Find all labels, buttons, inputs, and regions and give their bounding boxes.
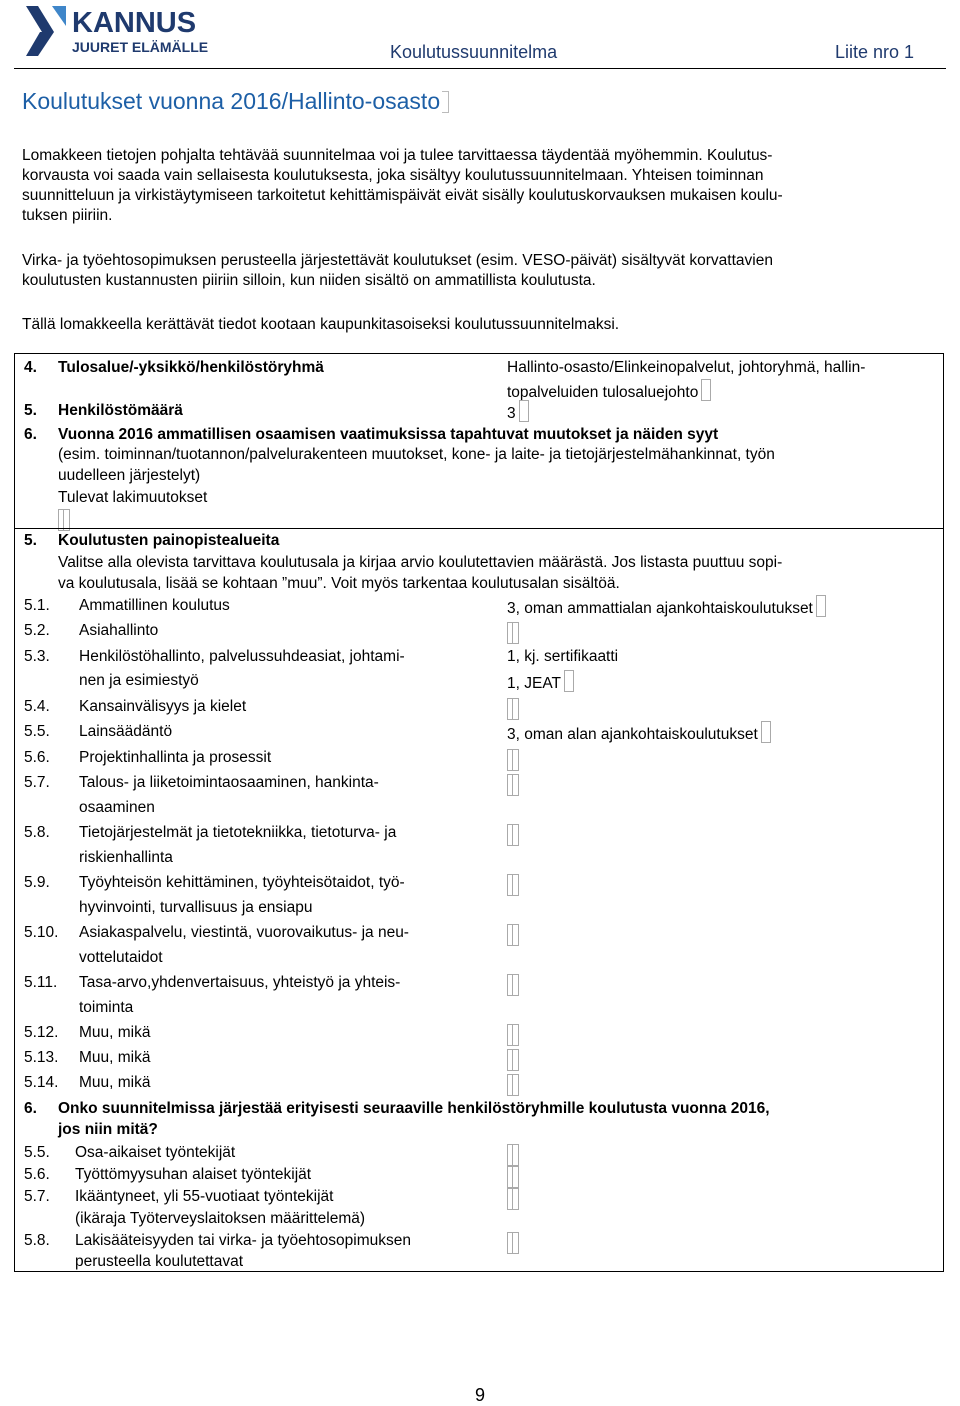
group-5-6-label: Työttömyysuhan alaiset työntekijät — [75, 1166, 312, 1183]
item-5-4-field[interactable] — [507, 698, 519, 720]
item-5-12-label[interactable]: Muu, mikä — [79, 1024, 151, 1041]
item-5-14-label[interactable]: Muu, mikä — [79, 1074, 151, 1091]
item-5-12-number: 5.12. — [24, 1024, 59, 1041]
group-5-7-field[interactable] — [507, 1188, 519, 1210]
group-5-5-field[interactable] — [507, 1144, 519, 1166]
item-5-7-label-line1: Talous- ja liiketoimintaosaaminen, hankinta- — [79, 774, 379, 791]
s6-number: 6. — [24, 1100, 37, 1117]
item-5-13-number: 5.13. — [24, 1049, 59, 1066]
item-5-8-label-line1: Tietojärjestelmät ja tietotekniikka, tietoturva- ja — [79, 824, 397, 841]
q4-number: 4. — [24, 359, 37, 376]
q4-value-line1[interactable]: Hallinto-osasto/Elinkeinopalvelut, johtoryhmä, hallin- — [507, 359, 866, 376]
document-title: Koulutussuunnitelma — [390, 42, 558, 62]
intro-paragraph-1: Lomakkeen tietojen pohjalta tehtävää suunnitelmaa voi ja tulee tarvittaessa täydentää myöhemmin. Koulutus- korvausta voi saada vain sellaisesta koulutuksesta, joka sisältyy koulutussuunnitelmaan. Yhteisen toiminnan suunnitteluun ja virkistäytymiseen tarkoitetut kehittämispäivät eivät sisälly koulutuskorvauksen mukaisen koulu- tuksen piiriin. — [22, 147, 783, 224]
q6-hint-line2: uudelleen järjestelyt) — [58, 467, 201, 484]
page-number: 9 — [474, 1385, 485, 1405]
q6-hint-line1: (esim. toiminnan/tuotannon/palvelurakenteen muutokset, kone- ja laite- ja tietojärjestelmähankinnat, työn — [58, 446, 775, 463]
group-5-7-label-line2: (ikäraja Työterveyslaitoksen määrittelemä) — [75, 1210, 366, 1227]
item-5-7-number: 5.7. — [24, 774, 50, 791]
item-5-1-label: Ammatillinen koulutus — [79, 597, 230, 614]
item-5-9-number: 5.9. — [24, 874, 50, 891]
item-5-6-field[interactable] — [507, 749, 519, 771]
group-5-7-number: 5.7. — [24, 1188, 50, 1205]
s6-label-line2: jos niin mitä? — [58, 1121, 158, 1138]
group-5-8-number: 5.8. — [24, 1232, 50, 1249]
item-5-8-field[interactable] — [507, 824, 519, 846]
logo-tagline: JUURET ELÄMÄLLE — [72, 39, 209, 55]
logo-name: KANNUS — [72, 7, 197, 39]
q5-number: 5. — [24, 402, 37, 419]
page-header — [14, 0, 946, 69]
group-5-8-label-line1: Lakisääteisyyden tai virka- ja työehtosopimuksen — [75, 1232, 412, 1249]
item-5-2-label: Asiahallinto — [79, 622, 159, 639]
item-5-14-field[interactable] — [507, 1074, 519, 1096]
item-5-10-label-line1: Asiakaspalvelu, viestintä, vuorovaikutus- ja neu- — [79, 924, 409, 941]
s5-instruction-line2: va koulutusala, lisää se kohtaan ”muu”. Voit myös tarkentaa koulutusalan sisältöä. — [58, 575, 620, 592]
item-5-11-number: 5.11. — [24, 974, 58, 991]
q4-value-line2[interactable]: topalveluiden tulosaluejohto — [507, 379, 711, 404]
item-5-9-label-line1: Työyhteisön kehittäminen, työyhteisötaidot, työ- — [79, 874, 405, 891]
item-5-10-label-line2: vottelutaidot — [79, 949, 163, 966]
item-5-11-field[interactable] — [507, 974, 519, 996]
item-5-7-label-line2: osaaminen — [79, 799, 155, 816]
s5-instruction-line1: Valitse alla olevista tarvittava koulutusala ja kirjaa arvio koulutettavien määrästä. Jos listasta puuttuu sopi- — [58, 554, 783, 571]
training-form — [14, 353, 944, 1272]
item-5-7-field[interactable] — [507, 774, 519, 796]
s6-label-line1: Onko suunnitelmissa järjestää erityisesti seuraaville henkilöstöryhmille koulutusta vuonna 2016, — [58, 1100, 770, 1117]
item-5-1-number: 5.1. — [24, 597, 50, 614]
item-5-4-number: 5.4. — [24, 698, 50, 715]
item-5-2-number: 5.2. — [24, 622, 50, 639]
item-5-13-field[interactable] — [507, 1049, 519, 1071]
item-5-3-label-line2: nen ja esimiestyö — [79, 672, 199, 689]
item-5-8-label-line2: riskienhallinta — [79, 849, 173, 866]
item-5-11-label-line2: toiminta — [79, 999, 134, 1016]
group-5-8-field[interactable] — [507, 1232, 519, 1254]
appendix-label: Liite nro 1 — [834, 42, 914, 62]
item-5-6-label: Projektinhallinta ja prosessit — [79, 749, 272, 766]
item-5-4-label: Kansainvälisyys ja kielet — [79, 698, 247, 715]
item-5-13-label[interactable]: Muu, mikä — [79, 1049, 151, 1066]
item-5-5-value[interactable]: 3, oman alan ajankohtaiskoulutukset — [507, 721, 771, 746]
group-5-6-number: 5.6. — [24, 1166, 50, 1183]
intro-paragraph-2: Virka- ja työehtosopimuksen perusteella järjestettävät koulutukset (esim. VESO-päivät) sisältyvät korvattavien koulutusten kustannusten piiriin silloin, kun niiden sisältö on ammatillista koulutusta. — [22, 252, 773, 289]
item-5-12-field[interactable] — [507, 1024, 519, 1046]
item-5-8-number: 5.8. — [24, 824, 50, 841]
kannus-logo — [20, 2, 220, 58]
intro-paragraph-3: Tällä lomakkeella kerättävät tiedot kootaan kaupunkitasoiseksi koulutussuunnitelmaksi. — [22, 316, 620, 333]
group-5-8-label-line2: perusteella koulutettavat — [75, 1253, 244, 1270]
item-5-2-field[interactable] — [507, 622, 519, 644]
item-5-5-label: Lainsäädäntö — [79, 723, 173, 740]
q5-label: Henkilöstömäärä — [58, 402, 183, 419]
group-5-5-label: Osa-aikaiset työntekijät — [75, 1144, 236, 1161]
item-5-14-number: 5.14. — [24, 1074, 59, 1091]
item-5-6-number: 5.6. — [24, 749, 50, 766]
q6-number: 6. — [24, 426, 37, 443]
item-5-3-value-line2[interactable]: 1, JEAT — [507, 670, 574, 695]
item-5-3-number: 5.3. — [24, 648, 50, 665]
item-5-11-label-line1: Tasa-arvo,yhdenvertaisuus, yhteistyö ja yhteis- — [79, 974, 401, 991]
page-title: Koulutukset vuonna 2016/Hallinto-osasto — [22, 88, 449, 115]
q4-label: Tulosalue/-yksikkö/henkilöstöryhmä — [58, 359, 324, 376]
item-5-9-label-line2: hyvinvointi, turvallisuus ja ensiapu — [79, 899, 313, 916]
item-5-3-value-line1[interactable]: 1, kj. sertifikaatti — [507, 648, 619, 665]
group-5-5-number: 5.5. — [24, 1144, 50, 1161]
item-5-1-value[interactable]: 3, oman ammattialan ajankohtaiskoulutukset — [507, 595, 826, 620]
s5-number: 5. — [24, 532, 37, 549]
group-5-6-field[interactable] — [507, 1166, 519, 1188]
item-5-10-field[interactable] — [507, 924, 519, 946]
item-5-3-label-line1: Henkilöstöhallinto, palvelussuhdeasiat, johtami- — [79, 648, 405, 665]
item-5-9-field[interactable] — [507, 874, 519, 896]
q6-answer[interactable]: Tulevat lakimuutokset — [58, 489, 208, 506]
item-5-10-number: 5.10. — [24, 924, 59, 941]
q6-label: Vuonna 2016 ammatillisen osaamisen vaatimuksissa tapahtuvat muutokset ja näiden syyt — [58, 426, 719, 443]
section-divider — [15, 528, 943, 529]
item-5-5-number: 5.5. — [24, 723, 50, 740]
group-5-7-label-line1: Ikääntyneet, yli 55-vuotiaat työntekijät — [75, 1188, 334, 1205]
q5-value[interactable]: 3 — [507, 400, 529, 425]
s5-label: Koulutusten painopistealueita — [58, 532, 280, 549]
